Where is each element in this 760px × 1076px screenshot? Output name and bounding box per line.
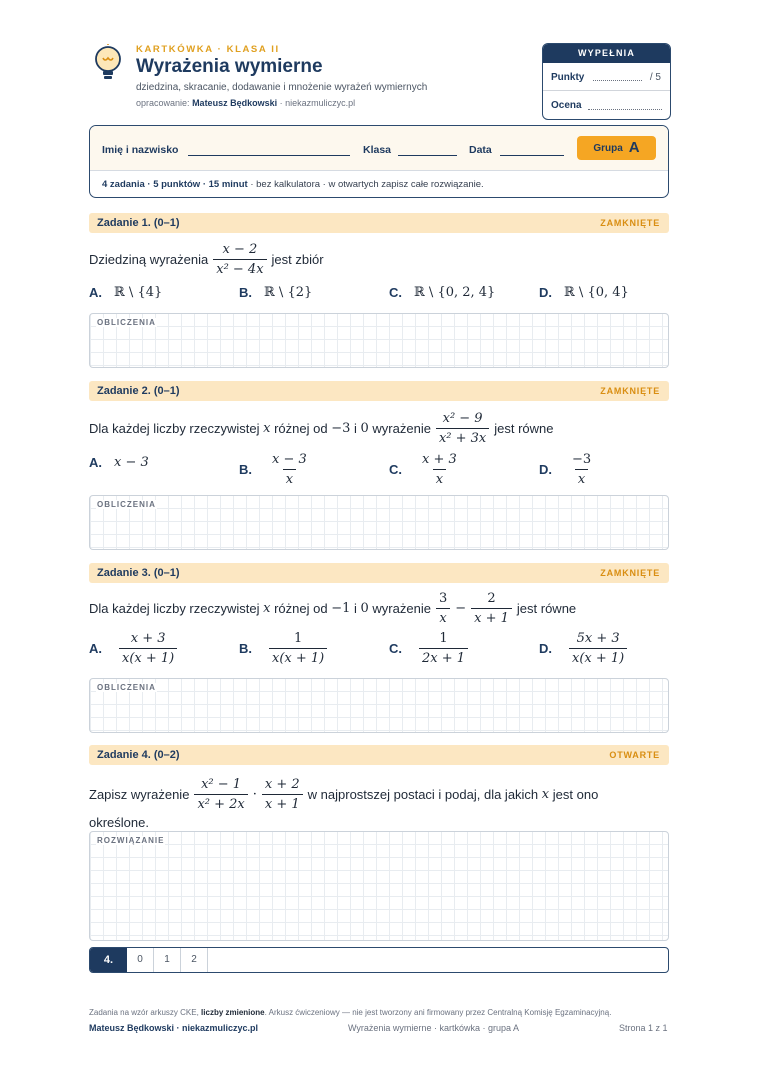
- score-cell-0[interactable]: 0: [127, 948, 154, 972]
- worksheet-type: KARTKÓWKA · KLASA II: [136, 44, 280, 55]
- footer-page-number: Strona 1 z 1: [619, 1023, 668, 1033]
- task-4-type-tag: OTWARTE: [609, 750, 660, 760]
- author-line: opracowanie: Mateusz Będkowski · niekazmuliczyc.pl: [136, 98, 356, 108]
- task-3-work-area[interactable]: [89, 678, 669, 733]
- task-1-work-area[interactable]: [89, 313, 669, 368]
- task-4-question-line-2: określone.: [89, 814, 149, 830]
- page-title: Wyrażenia wymierne: [136, 56, 323, 77]
- work-area-label: OBLICZENIA: [97, 500, 156, 509]
- task-2-work-area[interactable]: [89, 495, 669, 550]
- task-3-option-d[interactable]: D. $\frac{5x + 3}{x(x + 1)}$: [539, 632, 632, 665]
- points-max: / 5: [649, 72, 661, 83]
- task-3-option-a[interactable]: A. $\frac{x + 3}{x(x + 1)}$: [89, 632, 182, 665]
- page-subtitle: dziedzina, skracanie, dodawanie i mnożenie wyrażeń wymiernych: [136, 82, 428, 93]
- task-1-header: [89, 213, 669, 233]
- task-2-option-b[interactable]: B. $\frac{x - 3}{x}$: [239, 452, 307, 487]
- date-field[interactable]: [500, 155, 564, 156]
- task-1-option-d[interactable]: D. ℝ \ {0, 4}: [539, 285, 629, 300]
- author-name: Mateusz Będkowski: [192, 98, 278, 108]
- task-1-option-c[interactable]: C. ℝ \ {0, 2, 4}: [389, 285, 496, 300]
- name-field[interactable]: [188, 155, 350, 156]
- task-4-work-area[interactable]: [89, 831, 669, 941]
- name-label: Imię i nazwisko: [102, 144, 179, 156]
- score-cell-2[interactable]: 2: [181, 948, 208, 972]
- points-row: [543, 63, 670, 91]
- footer-center: Wyrażenia wymierne · kartkówka · grupa A: [348, 1023, 519, 1033]
- teacher-box: [542, 43, 671, 120]
- task-2-option-a[interactable]: A. x − 3: [89, 455, 149, 470]
- task-4-header: [89, 745, 669, 765]
- task-2-header: [89, 381, 669, 401]
- test-info: 4 zadania · 5 punktów · 15 minut · bez kalkulatora · w otwartych zapisz całe rozwiązanie.: [102, 179, 484, 190]
- work-area-label: OBLICZENIA: [97, 318, 156, 327]
- grade-row: [543, 91, 670, 119]
- score-strip: [89, 947, 669, 973]
- score-cell-1[interactable]: 1: [154, 948, 181, 972]
- class-label: Klasa: [363, 144, 392, 156]
- task-1-option-a[interactable]: A. ℝ \ {4}: [89, 285, 163, 300]
- task-3-title: Zadanie 3. (0–1): [97, 567, 180, 579]
- work-area-label: ROZWIĄZANIE: [97, 836, 165, 845]
- student-info-box: [89, 125, 669, 198]
- task-3-fraction-2: $\frac{2}{x + 1}$: [471, 592, 512, 625]
- task-2-type-tag: ZAMKNIĘTE: [600, 386, 660, 396]
- class-field[interactable]: [398, 155, 457, 156]
- score-task-number: 4.: [90, 948, 127, 972]
- task-2-title: Zadanie 2. (0–1): [97, 385, 180, 397]
- task-3-header: [89, 563, 669, 583]
- task-2-question: Dla każdej liczby rzeczywistej x różnej od −3 i 0 wyrażenie $\frac{\text{x² − 9}}{\text{x² + 3x}}$ jest równe: [89, 410, 554, 446]
- group-letter: A: [628, 139, 640, 156]
- grade-field[interactable]: [588, 109, 662, 110]
- grade-label: Ocena: [551, 100, 582, 111]
- lightbulb-icon: [91, 44, 125, 82]
- points-field[interactable]: [593, 80, 642, 81]
- date-label: Data: [469, 144, 492, 156]
- task-1-title: Zadanie 1. (0–1): [97, 217, 180, 229]
- task-3-type-tag: ZAMKNIĘTE: [600, 568, 660, 578]
- task-2-option-c[interactable]: C. $\frac{x + 3}{x}$: [389, 452, 457, 487]
- task-4-fraction-2: $\frac{x + 2}{x + 1}$: [262, 778, 303, 811]
- task-1-option-b[interactable]: B. ℝ \ {2}: [239, 285, 313, 300]
- task-3-question: Dla każdej liczby rzeczywistej x różnej od −1 i 0 wyrażenie $\frac{3}{x}$ − $\frac{2}{x + 1}$ jest równe: [89, 590, 577, 626]
- task-1-fraction: $\frac{x - 2}{\text{x² − 4x}}$: [213, 243, 266, 276]
- teacher-box-heading: WYPEŁNIA NAUCZYCIEL: [543, 44, 670, 63]
- task-4-question: Zapisz wyrażenie $\frac{\text{x² − 1}}{\text{x² + 2x}}$ · $\frac{x + 2}{x + 1}$ w najprostszej postaci i podaj, dla jakich x jest ono: [89, 776, 599, 812]
- task-3-fraction-1: $\frac{3}{x}$: [436, 592, 450, 625]
- task-1-type-tag: ZAMKNIĘTE: [600, 218, 660, 228]
- task-4-fraction-1: $\frac{\text{x² − 1}}{\text{x² + 2x}}$: [194, 778, 247, 811]
- work-area-label: OBLICZENIA: [97, 683, 156, 692]
- task-2-fraction: $\frac{\text{x² − 9}}{\text{x² + 3x}}$: [436, 412, 489, 445]
- task-2-option-d[interactable]: D. $\frac{-3}{x}$: [539, 452, 592, 487]
- footer-note: Zadania na wzór arkuszy CKE, liczby zmienione. Arkusz ćwiczeniowy — nie jest tworzony ani firmowany przez Centralną Komisję Egzaminacyjną.: [89, 1008, 612, 1017]
- task-3-option-b[interactable]: B. $\frac{1}{x(x + 1)}$: [239, 632, 332, 665]
- footer-author: Mateusz Będkowski · niekazmuliczyc.pl: [89, 1023, 259, 1033]
- task-3-option-c[interactable]: C. $\frac{1}{2x + 1}$: [389, 632, 473, 665]
- group-badge: Grupa A: [577, 136, 656, 160]
- task-1-question: Dziedziną wyrażenia $\frac{x - 2}{\text{x² − 4x}}$ jest zbiór: [89, 241, 324, 277]
- points-label: Punkty: [551, 72, 585, 83]
- task-4-title: Zadanie 4. (0–2): [97, 749, 180, 761]
